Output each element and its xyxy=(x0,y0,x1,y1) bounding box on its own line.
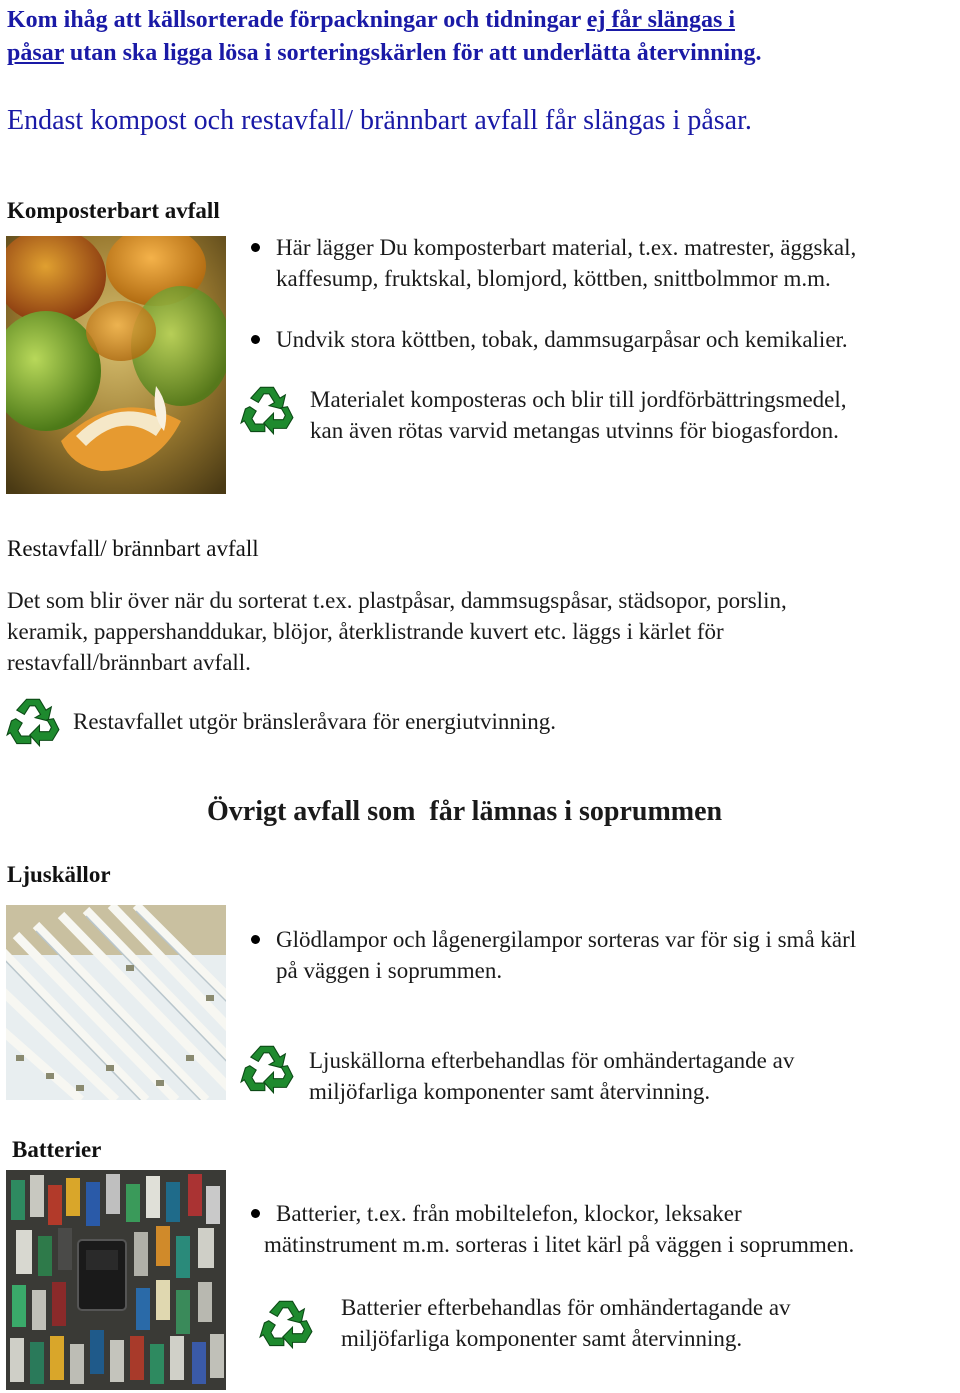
recycle-icon xyxy=(6,696,60,748)
residual-text xyxy=(7,585,952,678)
batteries-recycle-text xyxy=(341,1292,941,1354)
recycle-symbol xyxy=(6,696,60,748)
residual-line1: Det som blir över när du sorterat t.ex. plastpåsar, dammsugspåsar, städsopor, porslin, xyxy=(7,588,787,613)
bullet-icon xyxy=(251,243,260,252)
batteries-bullet-line1: Batterier, t.ex. från mobiltelefon, klockor, leksaker xyxy=(276,1201,742,1226)
compost-materials-line1: Här lägger Du komposterbart material, t.ex. matrester, äggskal, xyxy=(276,235,857,260)
compost-materials-line2: kaffesump, fruktskal, blomjord, köttben, snittbolmmor m.m. xyxy=(276,266,831,291)
intro-notice xyxy=(7,4,957,70)
bullet-icon xyxy=(251,935,260,944)
recycle-symbol xyxy=(259,1298,313,1350)
intro-underlined-1: ej får slängas i xyxy=(586,7,736,33)
batteries-bullet-line2: mätinstrument m.m. sorteras i litet kärl på väggen i soprummen. xyxy=(264,1232,855,1257)
compost-bullet-avoid xyxy=(251,324,951,355)
batteries-recycle-line2: miljöfarliga komponenter samt återvinning. xyxy=(341,1326,743,1351)
batteries-photo xyxy=(6,1170,226,1390)
residual-heading: Restavfall/ brännbart avfall xyxy=(7,536,259,561)
recycle-icon xyxy=(240,1043,294,1095)
lights-recycle-line2: miljöfarliga komponenter samt återvinning. xyxy=(309,1079,711,1104)
recycle-icon xyxy=(240,384,294,436)
recycle-symbol xyxy=(240,384,294,436)
residual-line3: restavfall/brännbart avfall. xyxy=(7,650,251,675)
bullet-icon xyxy=(251,1209,260,1218)
compost-bullet-materials xyxy=(251,232,951,294)
residual-recycle-text: Restavfallet utgör bränsleråvara för energiutvinning. xyxy=(73,709,557,734)
compost-recycle-text xyxy=(310,384,950,446)
lights-recycle-text xyxy=(309,1045,949,1107)
lights-bullet xyxy=(251,924,951,986)
bullet-icon xyxy=(251,335,260,344)
compost-photo xyxy=(6,236,226,494)
recycle-symbol xyxy=(240,1043,294,1095)
batteries-heading: Batterier xyxy=(12,1137,102,1162)
recycle-icon xyxy=(259,1298,313,1350)
intro-text-start: Kom ihåg att källsorterade förpackningar och tidningar xyxy=(7,7,587,33)
lights-bullet-line2: på väggen i soprummen. xyxy=(276,958,503,983)
compost-heading: Komposterbart avfall xyxy=(7,198,220,223)
lights-photo xyxy=(6,905,226,1100)
intro-underlined-2: påsar xyxy=(7,40,64,66)
light-tubes-image xyxy=(6,905,226,1100)
compost-avoid-text: Undvik stora köttben, tobak, dammsugarpåsar och kemikalier. xyxy=(276,327,848,352)
other-waste-heading: Övrigt avfall som får lämnas i soprummen xyxy=(207,796,723,827)
intro-text-end: utan ska ligga lösa i sorteringskärlen för att underlätta återvinning. xyxy=(63,40,762,66)
intro-bags-notice: Endast kompost och restavfall/ brännbart avfall får slängas i påsar. xyxy=(7,105,752,136)
lights-bullet-line1: Glödlampor och lågenergilampor sorteras var för sig i små kärl xyxy=(276,927,857,952)
batteries-bullet xyxy=(251,1198,951,1229)
compost-recycle-line1: Materialet komposteras och blir till jordförbättringsmedel, xyxy=(310,387,847,412)
compost-recycle-line2: kan även rötas varvid metangas utvinns för biogasfordon. xyxy=(310,418,839,443)
lights-heading: Ljuskällor xyxy=(7,862,111,887)
lights-recycle-line1: Ljuskällorna efterbehandlas för omhändertagande av xyxy=(309,1048,795,1073)
residual-line2: keramik, pappershanddukar, blöjor, återklistrande kuvert etc. läggs i kärlet för xyxy=(7,619,724,644)
fruit-image xyxy=(6,236,226,494)
batteries-image xyxy=(6,1170,226,1390)
batteries-recycle-line1: Batterier efterbehandlas för omhändertagande av xyxy=(341,1295,791,1320)
